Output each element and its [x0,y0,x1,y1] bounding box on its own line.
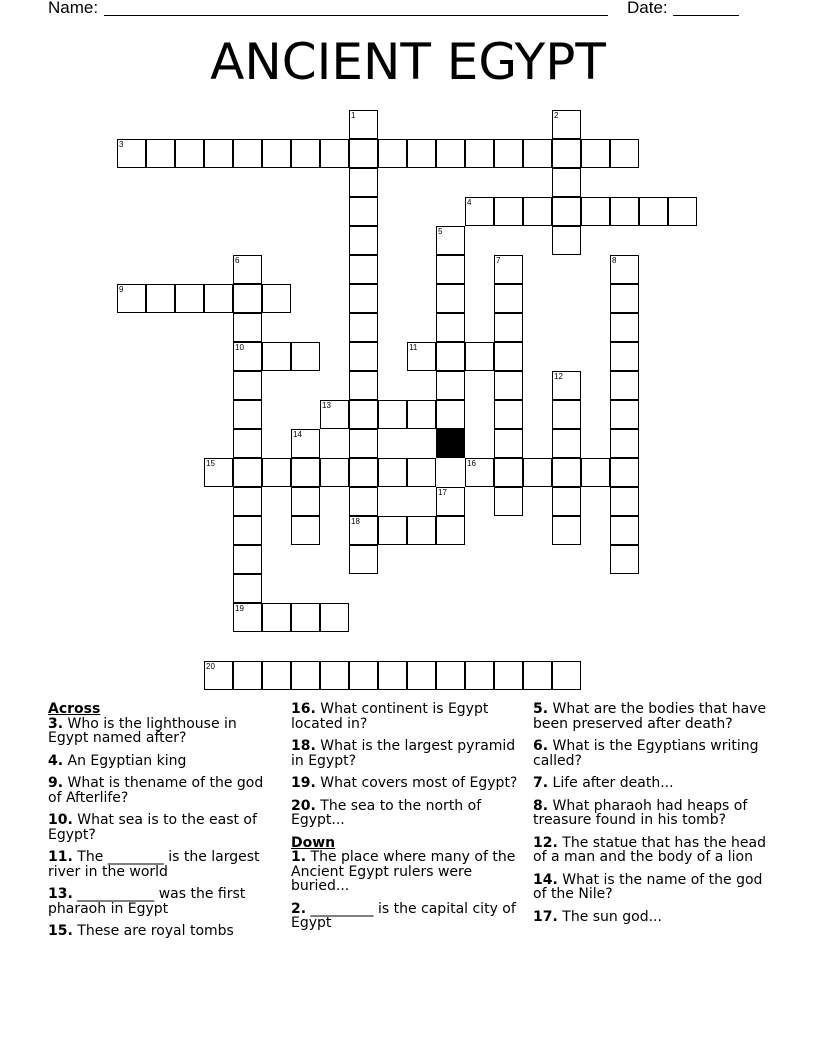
grid-cell[interactable] [349,342,378,371]
grid-cell[interactable] [146,139,175,168]
grid-cell[interactable] [262,603,291,632]
clue-number: 18. [291,738,316,754]
grid-cell[interactable] [233,574,262,603]
grid-cell[interactable] [552,458,581,487]
grid-cell[interactable] [610,400,639,429]
grid-cell[interactable] [233,313,262,342]
clue-across-10 [48,813,280,842]
grid-cell[interactable] [349,284,378,313]
grid-cell[interactable] [436,661,465,690]
grid-cell[interactable] [349,110,378,139]
grid-cell[interactable] [610,545,639,574]
grid-cell[interactable] [349,197,378,226]
grid-cell[interactable] [291,458,320,487]
grid-cell[interactable] [465,197,494,226]
grid-cell[interactable] [349,545,378,574]
grid-black-cell [436,429,465,458]
grid-cell[interactable] [494,284,523,313]
clue-text: What are the bodies that have been preserved after death? [533,701,767,732]
clue-text: Who is the lighthouse in Egypt named after? [48,715,237,746]
clue-down-5 [533,702,773,731]
clue-number-label: 19 [235,604,244,613]
clue-text: The ________ is the largest river in the world [48,849,260,880]
clue-down-6 [533,739,773,768]
grid-cell[interactable] [552,429,581,458]
page-title: ANCIENT EGYPT [210,33,606,91]
grid-cell[interactable] [436,313,465,342]
grid-cell[interactable] [436,342,465,371]
grid-cell[interactable] [233,342,262,371]
grid-cell[interactable] [552,371,581,400]
grid-cell[interactable] [262,342,291,371]
grid-cell[interactable] [494,371,523,400]
clue-text: The statue that has the head of a man and the body of a lion [533,834,766,865]
grid-cell[interactable] [610,429,639,458]
clue-text: What is thename of the god of Afterlife? [48,775,264,806]
clue-across-18 [291,739,519,768]
grid-cell[interactable] [552,487,581,516]
clue-number: 10. [48,812,73,828]
grid-cell[interactable] [494,400,523,429]
grid-cell[interactable] [291,139,320,168]
clue-number: 12. [533,834,558,851]
clue-number-label: 7 [496,256,501,265]
grid-cell[interactable] [320,139,349,168]
clue-text: Life after death... [552,775,674,791]
clue-number: 20. [291,797,316,814]
clue-number: 6. [533,738,549,754]
grid-cell[interactable] [262,458,291,487]
clue-across-20 [291,799,519,828]
clue-across-16 [291,702,519,731]
grid-cell[interactable] [204,284,233,313]
grid-cell[interactable] [320,661,349,690]
grid-cell[interactable] [291,603,320,632]
clue-number: 1. [291,849,307,865]
grid-cell[interactable] [668,197,697,226]
grid-cell[interactable] [494,487,523,516]
grid-cell[interactable] [436,226,465,255]
grid-cell[interactable] [233,139,262,168]
clue-across-13 [48,887,280,916]
grid-cell[interactable] [465,458,494,487]
grid-cell[interactable] [552,197,581,226]
grid-cell[interactable] [349,458,378,487]
grid-cell[interactable] [494,661,523,690]
clue-down-14 [533,873,773,902]
grid-cell[interactable] [233,661,262,690]
grid-cell[interactable] [349,226,378,255]
grid-cell[interactable] [233,603,262,632]
grid-cell[interactable] [204,661,233,690]
clue-number: 2. [291,900,307,917]
grid-cell[interactable] [523,139,552,168]
clue-number-label: 5 [438,227,443,236]
clue-column-2 [291,702,519,939]
clue-number-label: 12 [554,372,563,381]
grid-cell[interactable] [146,284,175,313]
clue-across-15 [48,924,280,939]
grid-cell[interactable] [378,139,407,168]
clue-number-label: 14 [293,430,302,439]
clue-down-12 [533,836,773,865]
grid-cell[interactable] [407,400,436,429]
grid-cell[interactable] [436,255,465,284]
grid-cell[interactable] [407,661,436,690]
grid-cell[interactable] [639,197,668,226]
grid-cell[interactable] [378,458,407,487]
grid-cell[interactable] [552,139,581,168]
clue-column-1 [48,702,280,947]
clue-text: What continent is Egypt located in? [291,701,489,732]
grid-cell[interactable] [378,516,407,545]
clue-number-label: 4 [467,198,472,207]
clue-text: The sun god... [562,908,662,925]
clue-number: 9. [48,775,64,791]
grid-cell[interactable] [262,284,291,313]
grid-cell[interactable] [378,400,407,429]
grid-cell[interactable] [291,342,320,371]
clue-number: 14. [533,871,558,888]
grid-cell[interactable] [349,255,378,284]
grid-cell[interactable] [320,458,349,487]
grid-cell[interactable] [581,139,610,168]
grid-cell[interactable] [494,139,523,168]
grid-cell[interactable] [407,139,436,168]
grid-cell[interactable] [610,487,639,516]
grid-cell[interactable] [204,139,233,168]
clue-number: 13. [48,886,73,902]
clue-text: What is the name of the god of the Nile? [533,871,763,902]
clue-number: 4. [48,752,64,769]
grid-cell[interactable] [610,139,639,168]
clue-text: What is the Egyptians writing called? [533,738,759,769]
clue-number-label: 11 [409,343,418,352]
clue-text: These are royal tombs [77,923,234,939]
grid-cell[interactable] [494,342,523,371]
clue-column-3 [533,702,773,932]
grid-cell[interactable] [407,342,436,371]
clue-number-label: 1 [351,111,356,120]
clue-number-label: 13 [322,401,331,410]
clue-number-label: 16 [467,459,476,468]
grid-cell[interactable] [523,197,552,226]
clue-number: 3. [48,715,64,732]
clue-number: 11. [48,849,73,865]
name-label: Name: [48,0,99,17]
grid-cell[interactable] [349,516,378,545]
clue-number-label: 2 [554,111,559,120]
clue-down-17 [533,910,773,925]
grid-cell[interactable] [349,661,378,690]
date-label: Date: [627,0,668,17]
grid-cell[interactable] [610,516,639,545]
grid-cell[interactable] [552,400,581,429]
grid-cell[interactable] [175,139,204,168]
grid-cell[interactable] [581,458,610,487]
grid-cell[interactable] [610,371,639,400]
grid-cell[interactable] [610,284,639,313]
grid-cell[interactable] [291,487,320,516]
grid-cell[interactable] [378,661,407,690]
grid-cell[interactable] [262,661,291,690]
grid-cell[interactable] [291,661,320,690]
grid-cell[interactable] [349,371,378,400]
grid-cell[interactable] [494,458,523,487]
clue-text: The place where many of the Ancient Egypt rulers were buried... [291,849,516,894]
grid-cell[interactable] [349,139,378,168]
grid-cell[interactable] [610,313,639,342]
grid-cell[interactable] [291,516,320,545]
clue-down-7 [533,776,773,791]
grid-cell[interactable] [552,226,581,255]
clue-number: 7. [533,775,549,791]
grid-cell[interactable] [610,342,639,371]
grid-cell[interactable] [117,284,146,313]
grid-cell[interactable] [523,458,552,487]
clue-number: 15. [48,923,73,939]
clue-number-label: 15 [206,459,215,468]
grid-cell[interactable] [320,603,349,632]
clue-number-label: 3 [119,140,124,149]
grid-cell[interactable] [407,516,436,545]
grid-cell[interactable] [233,371,262,400]
across-heading: Across [48,701,101,717]
grid-cell[interactable] [494,197,523,226]
clue-number-label: 17 [438,488,447,497]
grid-cell[interactable] [117,139,146,168]
grid-cell[interactable] [610,458,639,487]
grid-cell[interactable] [436,371,465,400]
down-heading: Down [291,834,336,851]
clue-across-11 [48,850,280,879]
clue-number-label: 9 [119,285,124,294]
grid-cell[interactable] [552,661,581,690]
grid-cell[interactable] [465,139,494,168]
grid-cell[interactable] [175,284,204,313]
grid-cell[interactable] [465,342,494,371]
clue-down-1 [291,850,519,894]
clue-text: An Egyptian king [67,752,187,769]
grid-cell[interactable] [349,400,378,429]
grid-cell[interactable] [581,197,610,226]
clue-text: What is the largest pyramid in Egypt? [291,738,516,769]
grid-cell[interactable] [233,458,262,487]
clue-text: What covers most of Egypt? [320,775,518,791]
grid-cell[interactable] [436,487,465,516]
grid-cell[interactable] [233,516,262,545]
clue-text: _________ is the capital city of Egypt [291,900,516,931]
grid-cell[interactable] [407,458,436,487]
grid-cell[interactable] [233,429,262,458]
clue-number: 5. [533,701,549,717]
grid-cell[interactable] [233,255,262,284]
clue-number: 19. [291,775,316,791]
grid-cell[interactable] [552,110,581,139]
clue-number-label: 10 [235,343,244,352]
grid-cell[interactable] [552,168,581,197]
clue-text: What pharaoh had heaps of treasure found in his tomb? [533,797,748,828]
clue-number: 17. [533,908,558,925]
grid-cell[interactable] [291,429,320,458]
clue-number-label: 6 [235,256,240,265]
clue-text: ___________ was the first pharaoh in Egypt [48,886,246,917]
clue-number: 8. [533,797,549,814]
grid-cell[interactable] [494,313,523,342]
grid-cell[interactable] [494,255,523,284]
clue-down-8 [533,799,773,828]
grid-cell[interactable] [262,139,291,168]
grid-cell[interactable] [349,487,378,516]
grid-cell[interactable] [233,545,262,574]
grid-cell[interactable] [233,284,262,313]
grid-cell[interactable] [320,400,349,429]
clue-across-3 [48,717,280,746]
grid-cell[interactable] [436,284,465,313]
grid-cell[interactable] [552,516,581,545]
grid-cell[interactable] [436,139,465,168]
grid-cell[interactable] [349,429,378,458]
grid-cell[interactable] [436,516,465,545]
clue-number-label: 18 [351,517,360,526]
clue-number-label: 8 [612,256,617,265]
clue-number: 16. [291,701,316,717]
clue-text: The sea to the north of Egypt... [291,797,482,828]
clue-across-19 [291,776,519,791]
grid-cell[interactable] [610,197,639,226]
grid-cell[interactable] [610,255,639,284]
grid-cell[interactable] [204,458,233,487]
clue-text: What sea is to the east of Egypt? [48,812,257,843]
grid-cell[interactable] [349,313,378,342]
clue-across-4 [48,754,280,769]
grid-cell[interactable] [523,661,552,690]
clue-down-2 [291,902,519,931]
grid-cell[interactable] [494,429,523,458]
grid-cell[interactable] [465,661,494,690]
clue-across-9 [48,776,280,805]
grid-cell[interactable] [233,487,262,516]
grid-cell[interactable] [349,168,378,197]
grid-cell[interactable] [436,400,465,429]
clue-number-label: 20 [206,662,215,671]
grid-cell[interactable] [233,400,262,429]
